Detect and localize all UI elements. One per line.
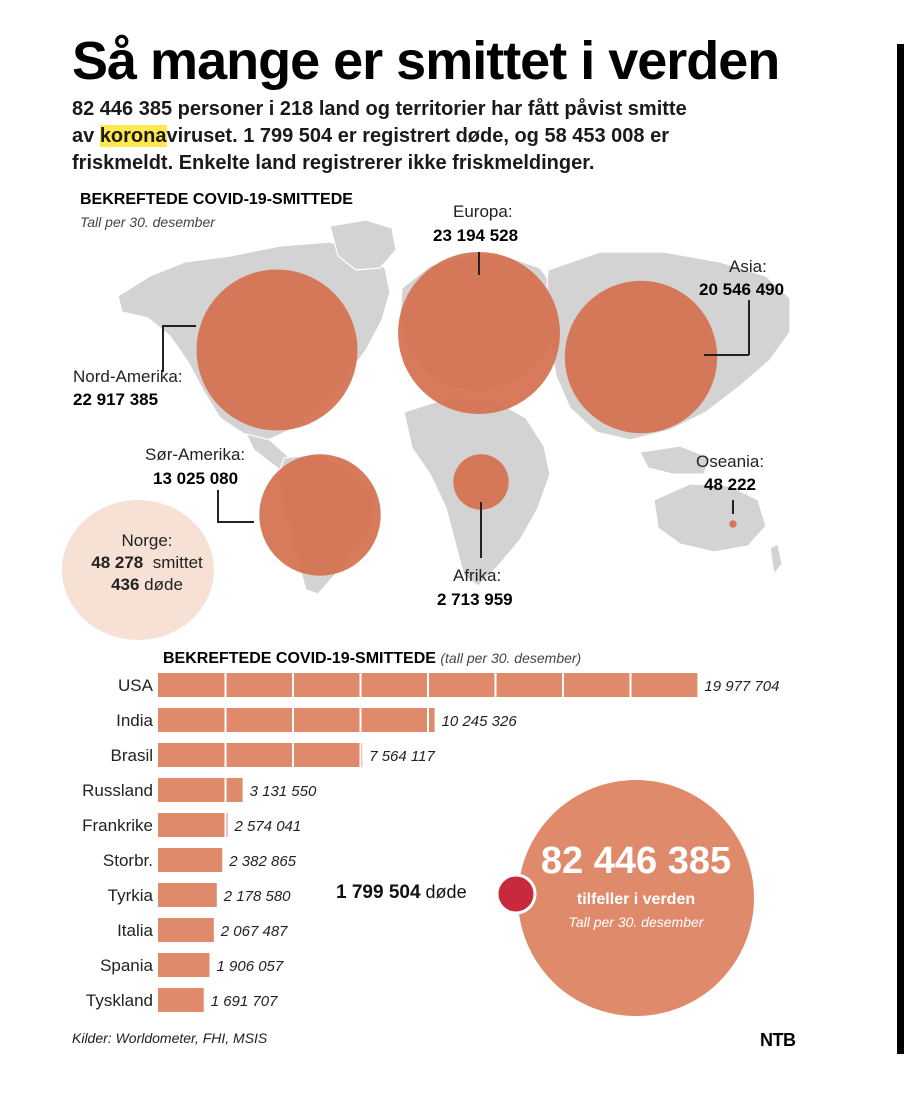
label-asia-value: 20 546 490 — [699, 280, 785, 299]
total-cases-value: 82 446 385 — [540, 840, 732, 882]
intro-line-1: 82 446 385 personer i 218 land og territorier har fått påvist smitte — [72, 98, 687, 120]
label-oseania-value: 48 222 — [704, 475, 756, 494]
label-sor-amerika-name: Sør-Amerika: — [145, 445, 246, 464]
norge-cases: 48 278 — [91, 553, 144, 572]
bar — [158, 743, 362, 767]
bar-category-label: USA — [118, 676, 153, 695]
bar-section-subtitle: (tall per 30. desember) — [440, 650, 582, 666]
bar-value-label: 2 178 580 — [223, 888, 291, 905]
page-title: Så mange er smittet i verden — [72, 31, 780, 91]
deaths-total-label — [336, 882, 467, 904]
bar-category-label: Tyskland — [85, 991, 153, 1010]
bar-value-label: 10 245 326 — [441, 713, 517, 730]
bar-category-label: Spania — [100, 956, 153, 975]
bar — [158, 883, 217, 907]
intro-line-2-post: viruset. 1 799 504 er registrert døde, og 58 453 008 er — [166, 125, 669, 147]
bar-value-label: 19 977 704 — [704, 678, 780, 695]
bar-category-label: Frankrike — [82, 816, 153, 835]
ntb-logo: NTB — [760, 1030, 796, 1050]
deaths-total-suffix: døde — [425, 882, 467, 902]
bubble-nord-amerika — [197, 270, 358, 431]
bar — [158, 988, 204, 1012]
bubble-oseania — [729, 520, 736, 527]
norge-deaths-line — [62, 574, 232, 596]
map-section-title: BEKREFTEDE COVID-19-SMITTEDE — [80, 191, 353, 208]
highlight-korona: korona — [99, 125, 167, 147]
bar-value-label: 2 382 865 — [229, 853, 297, 870]
label-europa-name: Europa: — [453, 202, 513, 221]
bubble-europa — [398, 252, 560, 414]
bar — [158, 778, 243, 802]
total-cases-date: Tall per 30. desember — [568, 914, 704, 930]
bar-section-title: BEKREFTEDE COVID-19-SMITTEDE — [163, 650, 436, 667]
bar-value-label: 1 691 707 — [210, 993, 278, 1010]
norge-deaths-suffix: døde — [144, 575, 183, 594]
bar-value-label: 2 067 487 — [220, 923, 288, 940]
norge-info — [62, 530, 232, 596]
intro-line-3: friskmeldt. Enkelte land registrerer ikke friskmeldinger. — [72, 152, 595, 174]
intro-line-2-pre: av — [72, 125, 100, 147]
bar — [158, 953, 210, 977]
land-new-zealand — [770, 544, 782, 574]
label-nord-amerika-value: 22 917 385 — [73, 390, 159, 409]
label-nord-amerika-name: Nord-Amerika: — [73, 367, 183, 386]
bar — [158, 813, 228, 837]
bar-value-label: 2 574 041 — [234, 818, 302, 835]
sources-note: Kilder: Worldometer, FHI, MSIS — [72, 1030, 268, 1046]
bubble-sør-amerika — [259, 454, 380, 575]
bar-category-label: Tyrkia — [107, 886, 153, 905]
bar-category-label: Italia — [117, 921, 153, 940]
bubble-asia — [565, 281, 717, 433]
label-sor-amerika-value: 13 025 080 — [153, 469, 239, 488]
label-afrika-name: Afrika: — [453, 566, 502, 585]
label-oseania-name: Oseania: — [696, 452, 765, 471]
norge-cases-line — [62, 552, 232, 574]
deaths-total-value: 1 799 504 — [336, 882, 421, 903]
norge-cases-suffix: smittet — [152, 553, 203, 572]
label-europa-value: 23 194 528 — [433, 226, 519, 245]
bar-value-label: 3 131 550 — [249, 783, 317, 800]
bar-value-label: 7 564 117 — [369, 748, 435, 765]
leader-sor-amerika — [218, 490, 254, 522]
bar-category-label: Russland — [82, 781, 153, 800]
bar-value-label: 1 906 057 — [216, 958, 284, 975]
label-asia-name: Asia: — [729, 257, 767, 276]
bar-category-label: Storbr. — [102, 851, 153, 870]
bar — [158, 918, 214, 942]
map-section-subtitle: Tall per 30. desember — [80, 214, 215, 230]
total-cases-label: tilfeller i verden — [576, 891, 696, 908]
bar — [158, 708, 435, 732]
norge-deaths: 436 — [111, 575, 140, 594]
bar-category-label: India — [116, 711, 153, 730]
bubble-afrika — [453, 454, 508, 509]
bar — [158, 848, 222, 872]
label-afrika-value: 2 713 959 — [437, 590, 513, 609]
norge-name: Norge: — [121, 531, 173, 550]
bar-category-label: Brasil — [110, 746, 153, 765]
